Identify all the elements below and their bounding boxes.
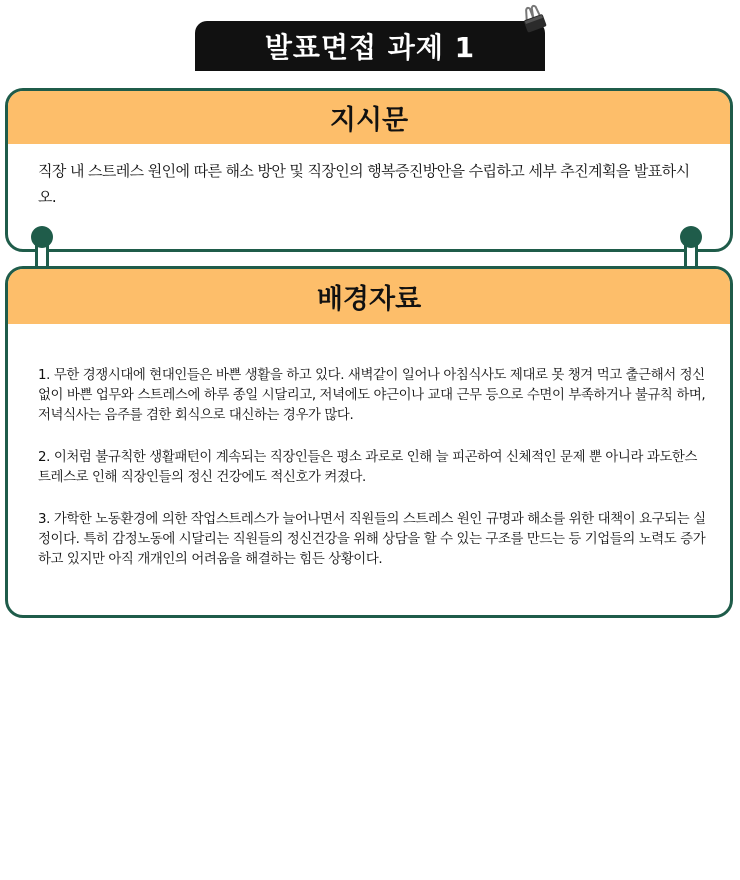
background-item-3: 3. 가학한 노동환경에 의한 작업스트레스가 늘어나면서 직원들의 스트레스 원인 규명과 해소를 위한 대책이 요구되는 실정이다. 특히 감정노동에 시달리는 직원들의 정신건강을 위해 상담을 할 수 있는 구조를 만드는 등 기업들의 노력도 증가하고 있지만 아직 개개인의 어려움을 해결하는 힘든 상황이다. [38,512,706,567]
instruction-heading: 지시문 [329,105,409,136]
title-tab [195,21,545,71]
background-item-1: 1. 무한 경쟁시대에 현대인들은 바쁜 생활을 하고 있다. 새벽같이 일어나 아침식사도 제대로 못 챙겨 먹고 출근해서 정신 없이 바쁜 업무와 스트레스에 하루 종일 시달리고, 저녁에도 야근이나 교대 근무 등으로 수면이 부족하거나 불규칙 하며, 저녁식사는 음주를 겸한 회식으로 대신하는 경우가 많다. [38,368,706,423]
background-card [5,266,733,618]
page-title: 발표면접 과제 1 [264,31,476,64]
instruction-header [8,91,730,144]
instruction-text: 직장 내 스트레스 원인에 따른 해소 방안 및 직장인의 행복증진방안을 수립하고 세부 추진계획을 발표하시오. [38,162,690,206]
background-item-2: 2. 이처럼 불규칙한 생활패턴이 계속되는 직장인들은 평소 과로로 인해 늘 피곤하여 신체적인 문제 뿐 아니라 과도한스트레스로 인해 직장인들의 정신 건강에도 적신호가 켜졌다. [38,450,697,485]
background-header [8,269,730,324]
binder-clip-icon [518,4,550,36]
background-list [8,324,730,570]
background-heading: 배경자료 [316,284,422,315]
instruction-card [5,88,733,252]
